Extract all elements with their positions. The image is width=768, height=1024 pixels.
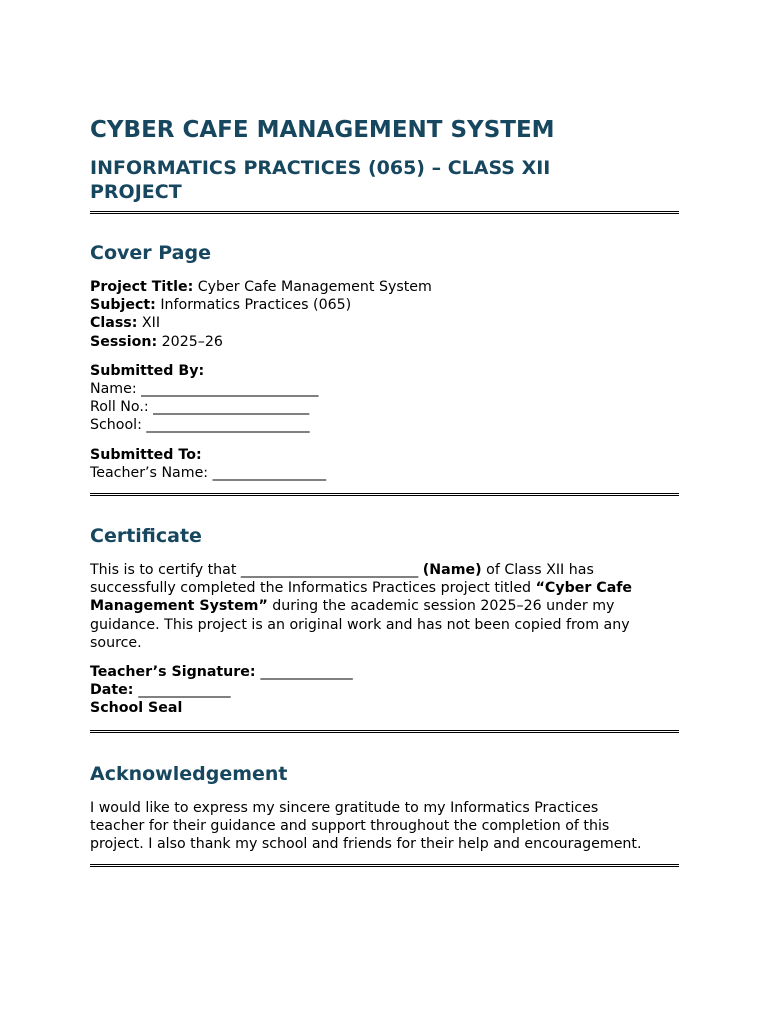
acknowledgement-text: teacher for their guidance and support throughout the completion of this (90, 817, 610, 834)
certificate-text: during the academic session 2025–26 under my (267, 598, 615, 615)
date-blank: _____________ (138, 682, 231, 699)
cover-details (90, 278, 679, 351)
session-row (90, 333, 679, 351)
session-value: 2025–26 (157, 333, 223, 350)
submitted-to-block (90, 446, 679, 482)
acknowledgement-text: project. I also thank my school and friends for their help and encouragement. (90, 836, 642, 853)
section-divider (90, 211, 679, 214)
document-title: CYBER CAFE MANAGEMENT SYSTEM (90, 117, 555, 143)
project-title-row (90, 278, 679, 296)
class-value: XII (137, 315, 161, 332)
class-row (90, 314, 679, 332)
certificate-text: This is to certify that _________________________ (90, 562, 423, 579)
section-divider (90, 864, 679, 867)
acknowledgement-heading: Acknowledgement (90, 762, 288, 785)
certificate-bold-text: (Name) (422, 562, 482, 579)
project-title-label: Project Title: (90, 279, 194, 295)
certificate-text: source. (90, 634, 142, 651)
certificate-text: guidance. This project is an original work and has not been copied from any (90, 616, 630, 633)
acknowledgement-text: I would like to express my sincere gratitude to my Informatics Practices (90, 799, 599, 816)
document-subtitle (90, 156, 679, 204)
school-blank-line: School: _______________________ (90, 417, 310, 434)
class-label: Class: (90, 315, 138, 332)
subject-label: Subject: (90, 297, 156, 314)
name-blank-line: Name: _________________________ (90, 381, 319, 398)
document-page (90, 115, 679, 867)
certificate-paragraph (90, 561, 679, 652)
certificate-bold-text: Management System” (90, 598, 268, 615)
signature-label: Teacher’s Signature: (90, 664, 261, 681)
session-label: Session: (90, 333, 158, 350)
project-title-value: Cyber Cafe Management System (193, 279, 432, 295)
certificate-heading: Certificate (90, 525, 202, 548)
acknowledgement-paragraph (90, 799, 679, 854)
certificate-text: successfully completed the Informatics Practices project titled (90, 580, 536, 597)
school-seal-label: School Seal (90, 700, 183, 717)
teacher-name-blank-line: Teacher’s Name: ________________ (90, 464, 327, 481)
cover-page-heading: Cover Page (90, 242, 211, 264)
roll-blank-line: Roll No.: ______________________ (90, 399, 310, 416)
submitted-by-label: Submitted By: (90, 362, 205, 379)
section-divider (90, 730, 679, 733)
signature-blank: _____________ (260, 664, 353, 681)
subtitle-line-1: INFORMATICS PRACTICES (065) – CLASS XII (90, 157, 551, 179)
certificate-text: of Class XII has (481, 562, 594, 579)
date-label: Date: (90, 682, 139, 699)
subject-row (90, 296, 679, 314)
section-divider (90, 493, 679, 496)
submitted-by-block (90, 362, 679, 435)
signature-block (90, 663, 679, 718)
subtitle-line-2: PROJECT (90, 181, 182, 203)
subject-value: Informatics Practices (065) (155, 297, 352, 314)
certificate-bold-text: “Cyber Cafe (535, 580, 633, 597)
submitted-to-label: Submitted To: (90, 446, 202, 463)
